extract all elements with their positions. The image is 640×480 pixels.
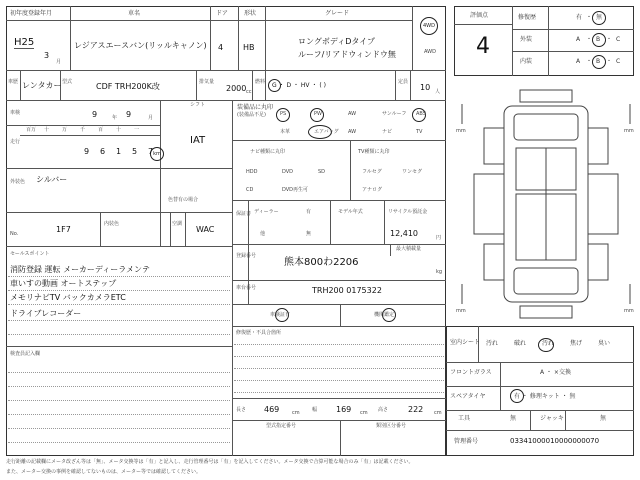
mileage-digit-label: 十 — [44, 127, 50, 133]
interior-option: B — [596, 58, 601, 65]
seat-label: 室内シート — [450, 339, 481, 346]
footer-line-1: 走行距離の記載欄にメータ改ざん等は「無」、メータ交換等は「有」と記入し、走行管理番号は「有」を記入してください。メータ交換で合算可能な場合のみ「有」は記載ください。 — [6, 459, 414, 465]
sales-line-3: メモリナビTV バックカメラETC — [10, 293, 126, 302]
seat-option: 臭い — [598, 340, 611, 347]
inspection-year: 9 — [92, 110, 98, 119]
score-value: 4 — [476, 34, 490, 59]
width-unit: cm — [360, 410, 368, 416]
shift-label: シフト — [190, 102, 206, 108]
displacement-label: 排気量 — [199, 79, 215, 85]
mileage-digit: 6 — [100, 147, 106, 156]
first-reg-year: H25 — [14, 37, 35, 48]
equipment-sublabel: (装備品不足) — [237, 112, 266, 118]
exterior-option: B — [596, 36, 601, 43]
footer-line-2: また、メーター交換の事例を確認してないものは、メーター等では確認してください。 — [6, 469, 202, 475]
equipment-item: ABS — [416, 111, 426, 117]
mileage-digit: 9 — [84, 147, 90, 156]
vehicle-name-label: 車名 — [128, 10, 141, 17]
warranty-dealer: ディーラー — [254, 209, 279, 215]
height-label: 高さ — [378, 407, 389, 413]
inspection-month: 9 — [126, 110, 132, 119]
shift-value: IAT — [190, 135, 206, 146]
type-cert-label: 型式指定番号 — [266, 423, 297, 429]
exterior-color: シルバー — [36, 175, 68, 184]
tools-value: 無 — [510, 415, 517, 422]
equipment-item: ナビ — [382, 129, 393, 135]
interior-option: ・ — [606, 58, 613, 65]
class-label: 類別区分番号 — [376, 423, 407, 429]
key-no-value: 1F7 — [56, 225, 71, 234]
exterior-grade-label: 外装 — [520, 36, 533, 43]
mm-label-br: mm — [624, 308, 634, 314]
repair-label: 修復歴・不具合箇所 — [236, 330, 282, 336]
mileage-label: 走行 — [10, 139, 21, 145]
model-year-label: モデル年式 — [338, 209, 363, 215]
interior-option: ・ — [586, 58, 593, 65]
exterior-option: C — [616, 36, 621, 43]
mileage-digit: 7 — [148, 147, 154, 156]
recycle-value: 12,410 — [390, 229, 418, 238]
length-value: 469 — [264, 405, 280, 414]
grade-line1: ロングボディDタイプ — [298, 37, 375, 46]
recycle-yen: 円 — [436, 235, 442, 241]
grade-label: グレード — [325, 10, 350, 17]
registration-label: 登録番号 — [236, 253, 257, 259]
interior-color-label: 内装色 — [104, 221, 120, 227]
doors-label: ドア — [216, 10, 228, 17]
first-reg-month: 3 — [44, 51, 50, 60]
sales-points-label: セールスポイント — [10, 251, 50, 257]
equipment-item: AW — [348, 129, 357, 135]
mm-label-tr: mm — [624, 128, 634, 134]
mileage-digit-label: 百 — [98, 127, 104, 133]
capacity-label: 定員 — [398, 79, 409, 85]
first-reg-month-unit: 月 — [56, 59, 62, 65]
mileage-digit-label: 百万 — [26, 127, 37, 133]
mileage-digit-label: 十 — [116, 127, 122, 133]
main-form-border — [6, 6, 446, 456]
navi-item: DVD再生可 — [282, 187, 309, 193]
tv-item: アナログ — [362, 187, 383, 193]
km-circle-icon: km — [150, 147, 164, 161]
recycle-label: リサイクル預託金 — [388, 209, 428, 215]
seat-option: 汚れ — [542, 340, 555, 347]
equipment-item: TV — [416, 129, 423, 135]
max-load-label: 最大積載量 — [396, 246, 422, 252]
length-unit: cm — [292, 410, 300, 416]
chassis-label: 車台番号 — [236, 285, 257, 291]
equipment-item: PW — [314, 111, 322, 117]
fuel-options: G ・ D ・ HV ・ ( ) — [272, 82, 326, 89]
equipment-item: AW — [348, 111, 357, 117]
model-value: CDF TRH200K改 — [96, 82, 160, 91]
width-label: 幅 — [312, 407, 318, 413]
navi-item: DVD — [282, 169, 294, 175]
mgmt-value: 03341000010000000070 — [510, 437, 600, 445]
cc-unit: cc — [246, 89, 252, 95]
width-value: 169 — [336, 405, 352, 414]
seat-option: 破れ — [514, 340, 527, 347]
navi-item: CD — [246, 187, 254, 193]
model-label: 型式 — [62, 79, 73, 85]
interior-grade-label: 内装 — [520, 58, 533, 65]
grade-line2: ルーフ/リアドウィンドウ無 — [298, 50, 396, 59]
sales-line-4: ドライブレコーダー — [10, 309, 82, 318]
seat-option: 汚れ — [486, 340, 499, 347]
jack-value: 無 — [600, 415, 607, 422]
navi-item: SD — [318, 169, 326, 175]
exterior-option: ・ — [606, 36, 613, 43]
inspection-year-unit: 年 — [112, 115, 118, 121]
repair-option: 無 — [596, 14, 603, 21]
capacity-value: 10 — [420, 83, 431, 92]
interior-option: C — [616, 58, 621, 65]
height-value: 222 — [408, 405, 424, 414]
ac-value: WAC — [196, 225, 215, 234]
repair-option: ・ — [586, 14, 593, 21]
sales-line-1: 消防登録 運転 メーカーディーラメンテ — [10, 265, 151, 274]
color-change-note: 色替有の場合 — [168, 197, 199, 203]
navi-item: HDD — [246, 169, 258, 175]
check-item-2: 機関鑑定 — [374, 312, 395, 318]
mm-labels — [456, 128, 634, 314]
spare-options: 有 ・ 修理キット ・ 無 — [514, 393, 576, 400]
tv-item: フルセグ — [362, 169, 382, 175]
mgmt-label: 管理番号 — [454, 438, 479, 445]
vehicle-name: レジアスエースバン(リッルキャノン) — [74, 41, 207, 50]
height-unit: cm — [434, 410, 442, 416]
chassis-value: TRH200 0175322 — [312, 286, 382, 295]
equipment-label: 装備品に丸印 — [237, 104, 274, 111]
ac-label: 空調 — [172, 221, 183, 227]
mm-label-bl: mm — [456, 308, 466, 314]
inspection-month-unit: 月 — [148, 115, 154, 121]
car-diagram — [454, 84, 638, 324]
glass-options: A ・ ×交換 — [540, 369, 571, 376]
fuel-label: 燃料 — [255, 79, 266, 85]
inspection-label: 車検 — [10, 110, 21, 116]
max-load-kg: kg — [436, 269, 443, 275]
shape-value: HB — [243, 43, 255, 52]
jack-label: ジャッキ — [540, 415, 564, 422]
equipment-item: 本革 — [280, 129, 291, 135]
fwd-label: 4WD — [423, 23, 435, 29]
warranty-no: 無 — [306, 231, 312, 237]
mileage-digit-label: 一 — [134, 127, 140, 133]
exterior-option: A — [576, 36, 581, 43]
key-no-label: No. — [10, 231, 19, 237]
warranty-maker: 他 — [260, 231, 266, 237]
length-label: 長さ — [236, 407, 247, 413]
score-label: 評価点 — [470, 12, 489, 19]
navi-label: ナビ種類に丸印 — [250, 149, 286, 155]
mileage-digit-label: 千 — [80, 127, 86, 133]
interior-option: A — [576, 58, 581, 65]
sales-line-2: 車いすの動画 オートステップ — [10, 279, 117, 288]
exterior-option: ・ — [586, 36, 593, 43]
awd-label: AWD — [424, 49, 436, 55]
repair-option: 有 — [576, 14, 583, 21]
doors-value: 4 — [218, 43, 224, 52]
remarks-label: 検査員記入欄 — [10, 351, 41, 357]
displacement-value: 2000 — [226, 84, 247, 93]
mm-label-tl: mm — [456, 128, 466, 134]
tools-label: 工具 — [458, 415, 471, 422]
plate-value: レンタカー — [22, 81, 62, 90]
glass-label: フロントガラス — [450, 369, 492, 376]
mileage-digit: 5 — [132, 147, 138, 156]
first-reg-label: 初年度登録年月 — [10, 10, 53, 17]
fwd-circle-icon — [420, 17, 438, 35]
exterior-label: 外装色 — [10, 179, 26, 185]
tv-label: TV種類に丸印 — [358, 149, 390, 155]
seat-option: 焦げ — [570, 340, 583, 347]
registration-value: 熊本800わ2206 — [284, 257, 359, 268]
equipment-item: エアバッグ — [314, 129, 339, 135]
equipment-item: サンルーフ — [382, 111, 407, 117]
spare-label: スペアタイヤ — [450, 393, 486, 400]
warranty-yes: 有 — [306, 209, 312, 215]
capacity-unit: 人 — [435, 89, 441, 95]
equipment-item: PS — [280, 111, 287, 117]
plate-label: 車歴 — [8, 79, 19, 85]
warranty-label: 保証書 — [236, 211, 252, 217]
shape-label: 形状 — [244, 10, 257, 17]
check-item-1: 車検証有 — [270, 312, 291, 318]
mileage-digit-label: 万 — [62, 127, 68, 133]
mileage-digit: 1 — [116, 147, 122, 156]
tv-item: ワンセグ — [402, 169, 423, 175]
repair-history-label: 修復歴 — [518, 14, 537, 21]
